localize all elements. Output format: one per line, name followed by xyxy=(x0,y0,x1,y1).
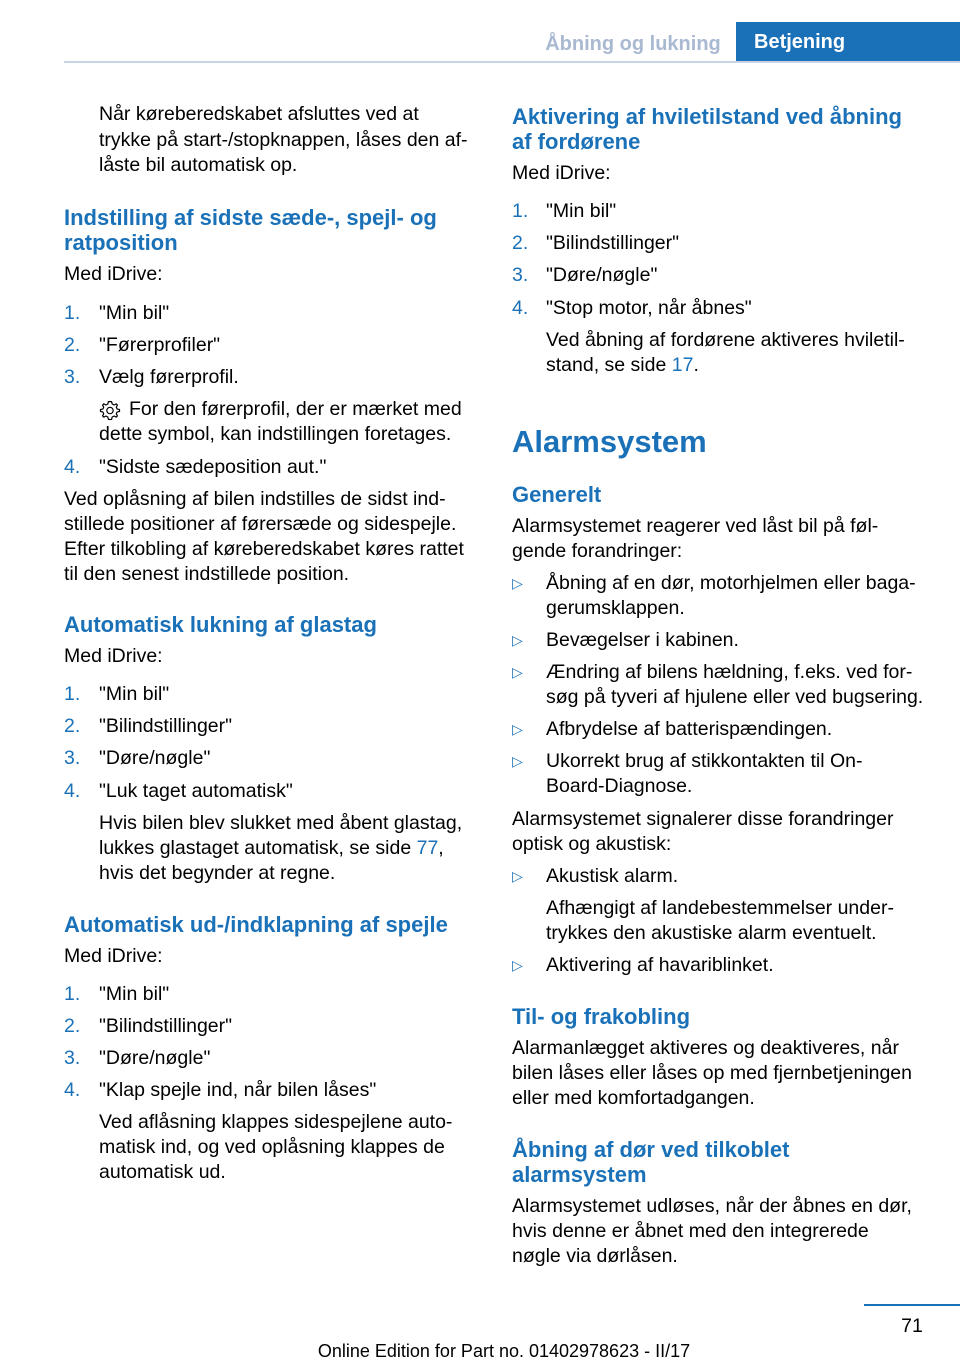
heading-seat-position: ratposition xyxy=(64,230,178,255)
signals-intro-line: optisk og akustisk: xyxy=(512,833,672,855)
step-text: "Bilindstillinger" xyxy=(546,232,680,254)
step-text: "Førerprofiler" xyxy=(99,334,221,356)
step-number: 3. xyxy=(64,1047,81,1069)
sleep-note-line: Ved åbning af fordørene aktiveres hviletil- xyxy=(546,329,905,351)
page-number: 71 xyxy=(901,1315,923,1337)
seat-paragraph-line: Efter tilkobling af køreberedskabet køres rattet xyxy=(64,538,464,560)
bullet-marker: ▷ xyxy=(512,664,523,680)
step-text: "Min bil" xyxy=(99,683,170,705)
step-text: "Luk taget automatisk" xyxy=(99,780,293,802)
signals-intro-line: Alarmsystemet signalerer disse forandringer xyxy=(512,808,894,830)
step-number: 3. xyxy=(64,747,81,769)
idrive-label: Med iDrive: xyxy=(512,162,611,184)
change-item-line: Board-Diagnose. xyxy=(546,775,693,797)
seat-paragraph-line: Ved oplåsning af bilen indstilles de sidst ind- xyxy=(64,488,446,510)
intro-line: låste bil automatisk op. xyxy=(99,154,298,176)
change-item-line: søg på tyveri af hjulene eller ved bugsering. xyxy=(546,686,924,708)
step-text: "Min bil" xyxy=(99,983,170,1005)
header-rule xyxy=(64,61,960,63)
step-number: 4. xyxy=(64,456,81,478)
heading-on-off: Til- og frakobling xyxy=(512,1004,691,1029)
general-intro-line: Alarmsystemet reagerer ved låst bil på føl- xyxy=(512,515,879,537)
roof-note-text: lukkes glastaget automatisk, se side xyxy=(99,837,417,859)
step-text: "Stop motor, når åbnes" xyxy=(546,297,752,319)
mirror-note-line: automatisk ud. xyxy=(99,1161,226,1183)
onoff-text-line: eller med komfortadgangen. xyxy=(512,1087,755,1109)
bullet-marker: ▷ xyxy=(512,753,523,769)
bullet-marker: ▷ xyxy=(512,957,523,973)
header-chapter-tab: Betjening xyxy=(736,22,960,61)
step-number: 2. xyxy=(64,1015,81,1037)
roof-note-line: Hvis bilen blev slukket med åbent glastag, xyxy=(99,812,463,834)
intro-line: Når køreberedskabet afsluttes ved at xyxy=(99,103,419,125)
step-number: 1. xyxy=(512,200,529,222)
seat-paragraph-line: til den senest indstillede position. xyxy=(64,563,350,585)
step-text: "Klap spejle ind, når bilen låses" xyxy=(99,1079,377,1101)
door-text-line: hvis denne er åbnet med den integrerede xyxy=(512,1220,869,1242)
step-number: 4. xyxy=(64,780,81,802)
general-intro-line: gende forandringer: xyxy=(512,540,683,562)
step-text: Vælg førerprofil. xyxy=(99,366,239,388)
step-number: 4. xyxy=(512,297,529,319)
change-item-line: Åbning af en dør, motorhjelmen eller baga- xyxy=(546,572,916,594)
seat-paragraph-line: stillede positioner af førersæde og sidespejle. xyxy=(64,513,457,535)
change-item-line: gerumsklappen. xyxy=(546,597,685,619)
heading-door-alarm: alarmsystem xyxy=(512,1162,647,1187)
intro-line: trykke på start-/stopknappen, låses den af- xyxy=(99,129,468,151)
bullet-marker: ▷ xyxy=(512,721,523,737)
heading-seat-position: Indstilling af sidste sæde-, spejl- og xyxy=(64,205,437,230)
onoff-text-line: bilen låses eller låses op med fjernbetjeningen xyxy=(512,1062,912,1084)
roof-note-line xyxy=(99,836,444,862)
gear-icon xyxy=(99,399,121,421)
heading-sleep-mode: Aktivering af hviletilstand ved åbning xyxy=(512,104,902,129)
idrive-label: Med iDrive: xyxy=(64,263,163,285)
mirror-note-line: matisk ind, og ved oplåsning klappes de xyxy=(99,1136,445,1158)
idrive-label: Med iDrive: xyxy=(64,645,163,667)
page-link-17[interactable]: 17 xyxy=(671,354,694,376)
step-number: 1. xyxy=(64,683,81,705)
roof-note-comma: , xyxy=(438,837,444,859)
mirror-note-line: Ved aflåsning klappes sidespejlene auto- xyxy=(99,1111,453,1133)
page-link-77[interactable]: 77 xyxy=(416,837,439,859)
signal-item-line: Aktivering af havariblinket. xyxy=(546,954,774,976)
heading-door-alarm: Åbning af dør ved tilkoblet xyxy=(512,1137,790,1162)
step-number: 3. xyxy=(512,264,529,286)
change-item-line: Bevægelser i kabinen. xyxy=(546,629,739,651)
step-text: "Bilindstillinger" xyxy=(99,1015,233,1037)
onoff-text-line: Alarmanlægget aktiveres og deaktiveres, når xyxy=(512,1037,899,1059)
bullet-marker: ▷ xyxy=(512,868,523,884)
change-item-line: Ukorrekt brug af stikkontakten til On- xyxy=(546,750,863,772)
heading-sleep-mode: af fordørene xyxy=(512,129,641,154)
step-text: "Min bil" xyxy=(99,302,170,324)
step-number: 4. xyxy=(64,1079,81,1101)
seat-note-line: dette symbol, kan indstillingen foretages. xyxy=(99,423,452,445)
step-number: 1. xyxy=(64,983,81,1005)
change-item-line: Afbrydelse af batterispændingen. xyxy=(546,718,833,740)
acoustic-note-line: trykkes den akustiske alarm eventuelt. xyxy=(546,922,877,944)
step-number: 1. xyxy=(64,302,81,324)
step-number: 2. xyxy=(512,232,529,254)
step-text: "Bilindstillinger" xyxy=(99,715,233,737)
bullet-marker: ▷ xyxy=(512,575,523,591)
signal-item-line: Akustisk alarm. xyxy=(546,865,679,887)
sleep-note-period: . xyxy=(693,354,699,376)
idrive-label: Med iDrive: xyxy=(64,945,163,967)
bullet-marker: ▷ xyxy=(512,632,523,648)
acoustic-note-line: Afhængigt af landebestemmelser under- xyxy=(546,897,894,919)
seat-note-line: For den førerprofil, der er mærket med xyxy=(129,398,462,420)
header-section-title: Åbning og lukning xyxy=(545,33,721,55)
step-number: 2. xyxy=(64,715,81,737)
edition-note: Online Edition for Part no. 01402978623 - II/17 xyxy=(317,1341,691,1361)
heading-general: Generelt xyxy=(512,482,602,507)
heading-mirror-fold: Automatisk ud-/indklapning af spejle xyxy=(64,912,448,937)
step-number: 2. xyxy=(64,334,81,356)
door-text-line: Alarmsystemet udløses, når der åbnes en dør, xyxy=(512,1195,912,1217)
roof-note-line: hvis det begynder at regne. xyxy=(99,862,336,884)
step-text: "Døre/nøgle" xyxy=(99,1047,211,1069)
step-text: "Sidste sædeposition aut." xyxy=(99,456,327,478)
heading-glass-roof: Automatisk lukning af glastag xyxy=(64,612,377,637)
step-text: "Min bil" xyxy=(546,200,617,222)
change-item-line: Ændring af bilens hældning, f.eks. ved for- xyxy=(546,661,913,683)
step-text: "Døre/nøgle" xyxy=(99,747,211,769)
footer-rule xyxy=(864,1304,960,1306)
sleep-note-line xyxy=(546,353,699,379)
sleep-note-text: stand, se side xyxy=(546,354,672,376)
door-text-line: nøgle via dørlåsen. xyxy=(512,1245,678,1267)
step-number: 3. xyxy=(64,366,81,388)
heading-alarm-system: Alarmsystem xyxy=(512,424,707,459)
step-text: "Døre/nøgle" xyxy=(546,264,658,286)
